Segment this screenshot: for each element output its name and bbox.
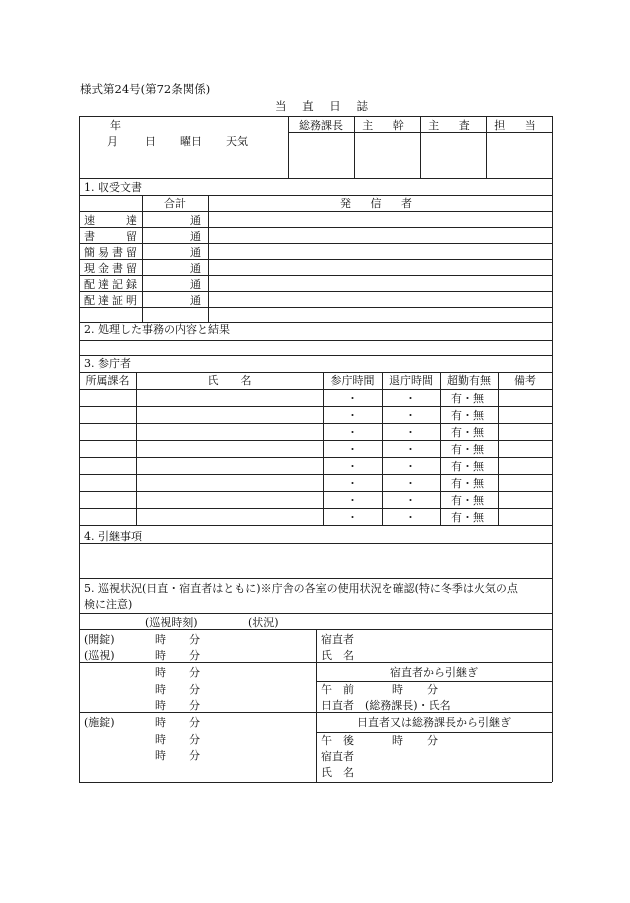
rule-line bbox=[382, 372, 383, 525]
section5-heading-line2: 検に注意) bbox=[84, 598, 133, 611]
patrol-hour-label: 時 bbox=[155, 733, 166, 746]
night-duty-label-2: 宿直者 bbox=[321, 750, 354, 763]
handover-from-day-duty: 日直者又は総務課長から引継ぎ bbox=[357, 716, 511, 729]
received-doc-type: 配達証明 bbox=[84, 294, 140, 307]
section1-col-total: 合計 bbox=[164, 197, 186, 210]
rule-line bbox=[79, 340, 552, 341]
rule-line bbox=[79, 195, 552, 196]
arrival-time-separator: ・ bbox=[347, 409, 358, 422]
rule-line bbox=[208, 195, 209, 322]
rule-line bbox=[79, 275, 552, 276]
patrol-hour-label: 時 bbox=[155, 649, 166, 662]
received-doc-unit: 通 bbox=[190, 278, 201, 291]
col-overtime: 超勤有無 bbox=[447, 374, 491, 387]
section1-heading: 1. 収受文書 bbox=[84, 181, 142, 194]
am-minute-label: 分 bbox=[427, 683, 438, 696]
overtime-yes-no: 有・無 bbox=[451, 409, 484, 422]
rule-line bbox=[142, 195, 143, 322]
rule-line bbox=[79, 662, 552, 663]
rule-line bbox=[440, 372, 441, 525]
day-duty-chief-label: 日直者 (総務課長)・氏名 bbox=[321, 699, 451, 712]
section1-col-sender: 発 信 者 bbox=[340, 197, 420, 210]
overtime-yes-no: 有・無 bbox=[451, 443, 484, 456]
arrival-time-separator: ・ bbox=[347, 477, 358, 490]
label-open: (開錠) bbox=[84, 633, 115, 646]
arrival-time-separator: ・ bbox=[347, 443, 358, 456]
section2-heading: 2. 処理した事務の内容と結果 bbox=[84, 323, 230, 336]
patrol-minute-label: 分 bbox=[189, 749, 200, 762]
patrol-minute-label: 分 bbox=[189, 633, 200, 646]
arrival-time-separator: ・ bbox=[347, 511, 358, 524]
received-doc-unit: 通 bbox=[190, 214, 201, 227]
received-doc-unit: 通 bbox=[190, 230, 201, 243]
rule-line bbox=[79, 211, 552, 212]
rule-line bbox=[79, 178, 552, 179]
rule-line bbox=[316, 732, 552, 733]
patrol-minute-label: 分 bbox=[189, 699, 200, 712]
received-doc-unit: 通 bbox=[190, 246, 201, 259]
rule-line bbox=[316, 629, 317, 782]
rule-line bbox=[79, 372, 552, 373]
departure-time-separator: ・ bbox=[405, 494, 416, 507]
rule-line bbox=[79, 307, 552, 308]
frame-top-border bbox=[79, 116, 552, 117]
night-duty-label: 宿直者 bbox=[321, 633, 354, 646]
rule-line bbox=[79, 613, 552, 614]
rule-line bbox=[79, 543, 552, 544]
col-name: 氏 名 bbox=[207, 374, 252, 387]
month-label: 月 bbox=[107, 135, 118, 148]
label-patrol: (巡視) bbox=[84, 649, 115, 662]
approver-chief: 主 幹 bbox=[362, 119, 412, 132]
col-department: 所属課名 bbox=[85, 374, 130, 387]
am-label: 午 前 bbox=[321, 683, 354, 696]
rule-line bbox=[79, 491, 552, 492]
patrol-hour-label: 時 bbox=[155, 699, 166, 712]
approver-general-manager: 総務課長 bbox=[299, 119, 343, 132]
frame-right-border bbox=[552, 116, 553, 782]
received-doc-type: 速 達 bbox=[84, 214, 140, 227]
patrol-hour-label: 時 bbox=[155, 749, 166, 762]
departure-time-separator: ・ bbox=[405, 443, 416, 456]
patrol-minute-label: 分 bbox=[189, 716, 200, 729]
rule-line bbox=[498, 372, 499, 525]
overtime-yes-no: 有・無 bbox=[451, 460, 484, 473]
departure-time-separator: ・ bbox=[405, 426, 416, 439]
departure-time-separator: ・ bbox=[405, 392, 416, 405]
section4-heading: 4. 引継事項 bbox=[84, 530, 142, 543]
rule-line bbox=[316, 681, 552, 682]
rule-line bbox=[79, 243, 552, 244]
rule-line bbox=[79, 406, 552, 407]
handover-from-night-duty: 宿直者から引継ぎ bbox=[390, 666, 478, 679]
overtime-yes-no: 有・無 bbox=[451, 511, 484, 524]
patrol-minute-label: 分 bbox=[189, 666, 200, 679]
rule-line bbox=[79, 291, 552, 292]
night-duty-name-label: 氏 名 bbox=[321, 649, 354, 662]
received-doc-type: 現金書留 bbox=[84, 262, 140, 275]
patrol-minute-label: 分 bbox=[189, 649, 200, 662]
section5-col-status: (状況) bbox=[248, 616, 279, 629]
arrival-time-separator: ・ bbox=[347, 460, 358, 473]
rule-line bbox=[79, 712, 552, 713]
overtime-yes-no: 有・無 bbox=[451, 494, 484, 507]
label-lock: (施錠) bbox=[84, 716, 115, 729]
departure-time-separator: ・ bbox=[405, 409, 416, 422]
received-doc-unit: 通 bbox=[190, 294, 201, 307]
rule-line bbox=[79, 355, 552, 356]
received-doc-type: 簡易書留 bbox=[84, 246, 140, 259]
section5-heading-line1: 5. 巡視状況(日直・宿直者はともに)※庁舎の各室の使用状況を確認(特に冬季は火気の点 bbox=[84, 582, 518, 595]
rule-line bbox=[79, 457, 552, 458]
approver-inspector: 主 査 bbox=[428, 119, 478, 132]
rule-line bbox=[79, 227, 552, 228]
rule-line bbox=[79, 259, 552, 260]
weather-label: 天気 bbox=[226, 135, 248, 148]
departure-time-separator: ・ bbox=[405, 511, 416, 524]
patrol-hour-label: 時 bbox=[155, 716, 166, 729]
patrol-hour-label: 時 bbox=[155, 683, 166, 696]
col-remarks: 備考 bbox=[514, 374, 536, 387]
received-doc-type: 書 留 bbox=[84, 230, 140, 243]
day-label: 日 bbox=[145, 135, 156, 148]
arrival-time-separator: ・ bbox=[347, 426, 358, 439]
col-departure-time: 退庁時間 bbox=[389, 374, 433, 387]
rule-line bbox=[79, 508, 552, 509]
night-duty-name-label-2: 氏 名 bbox=[321, 766, 354, 779]
rule-line bbox=[79, 525, 552, 526]
rule-line bbox=[323, 372, 324, 525]
page-title: 当 直 日 誌 bbox=[275, 99, 374, 113]
weekday-label: 曜日 bbox=[180, 135, 202, 148]
arrival-time-separator: ・ bbox=[347, 392, 358, 405]
departure-time-separator: ・ bbox=[405, 477, 416, 490]
frame-bottom-border bbox=[79, 782, 552, 783]
pm-hour-label: 時 bbox=[392, 734, 403, 747]
am-hour-label: 時 bbox=[392, 683, 403, 696]
patrol-minute-label: 分 bbox=[189, 683, 200, 696]
form-number: 様式第24号(第72条関係) bbox=[80, 82, 211, 96]
arrival-time-separator: ・ bbox=[347, 494, 358, 507]
departure-time-separator: ・ bbox=[405, 460, 416, 473]
rule-line bbox=[136, 372, 137, 525]
patrol-minute-label: 分 bbox=[189, 733, 200, 746]
section3-heading: 3. 参庁者 bbox=[84, 357, 131, 370]
frame-left-border bbox=[79, 116, 80, 782]
col-arrival-time: 参庁時間 bbox=[330, 374, 375, 387]
section5-col-time: (巡視時刻) bbox=[145, 616, 198, 629]
approver-staff: 担 当 bbox=[494, 119, 544, 132]
overtime-yes-no: 有・無 bbox=[451, 426, 484, 439]
rule-line bbox=[79, 423, 552, 424]
pm-label: 午 後 bbox=[321, 734, 354, 747]
rule-line bbox=[79, 389, 552, 390]
overtime-yes-no: 有・無 bbox=[451, 477, 484, 490]
rule-line bbox=[79, 578, 552, 579]
patrol-hour-label: 時 bbox=[155, 666, 166, 679]
received-doc-type: 配達記録 bbox=[84, 278, 140, 291]
patrol-hour-label: 時 bbox=[155, 633, 166, 646]
pm-minute-label: 分 bbox=[427, 734, 438, 747]
rule-line bbox=[79, 440, 552, 441]
year-label: 年 bbox=[110, 119, 121, 132]
overtime-yes-no: 有・無 bbox=[451, 392, 484, 405]
received-doc-unit: 通 bbox=[190, 262, 201, 275]
rule-line bbox=[79, 474, 552, 475]
